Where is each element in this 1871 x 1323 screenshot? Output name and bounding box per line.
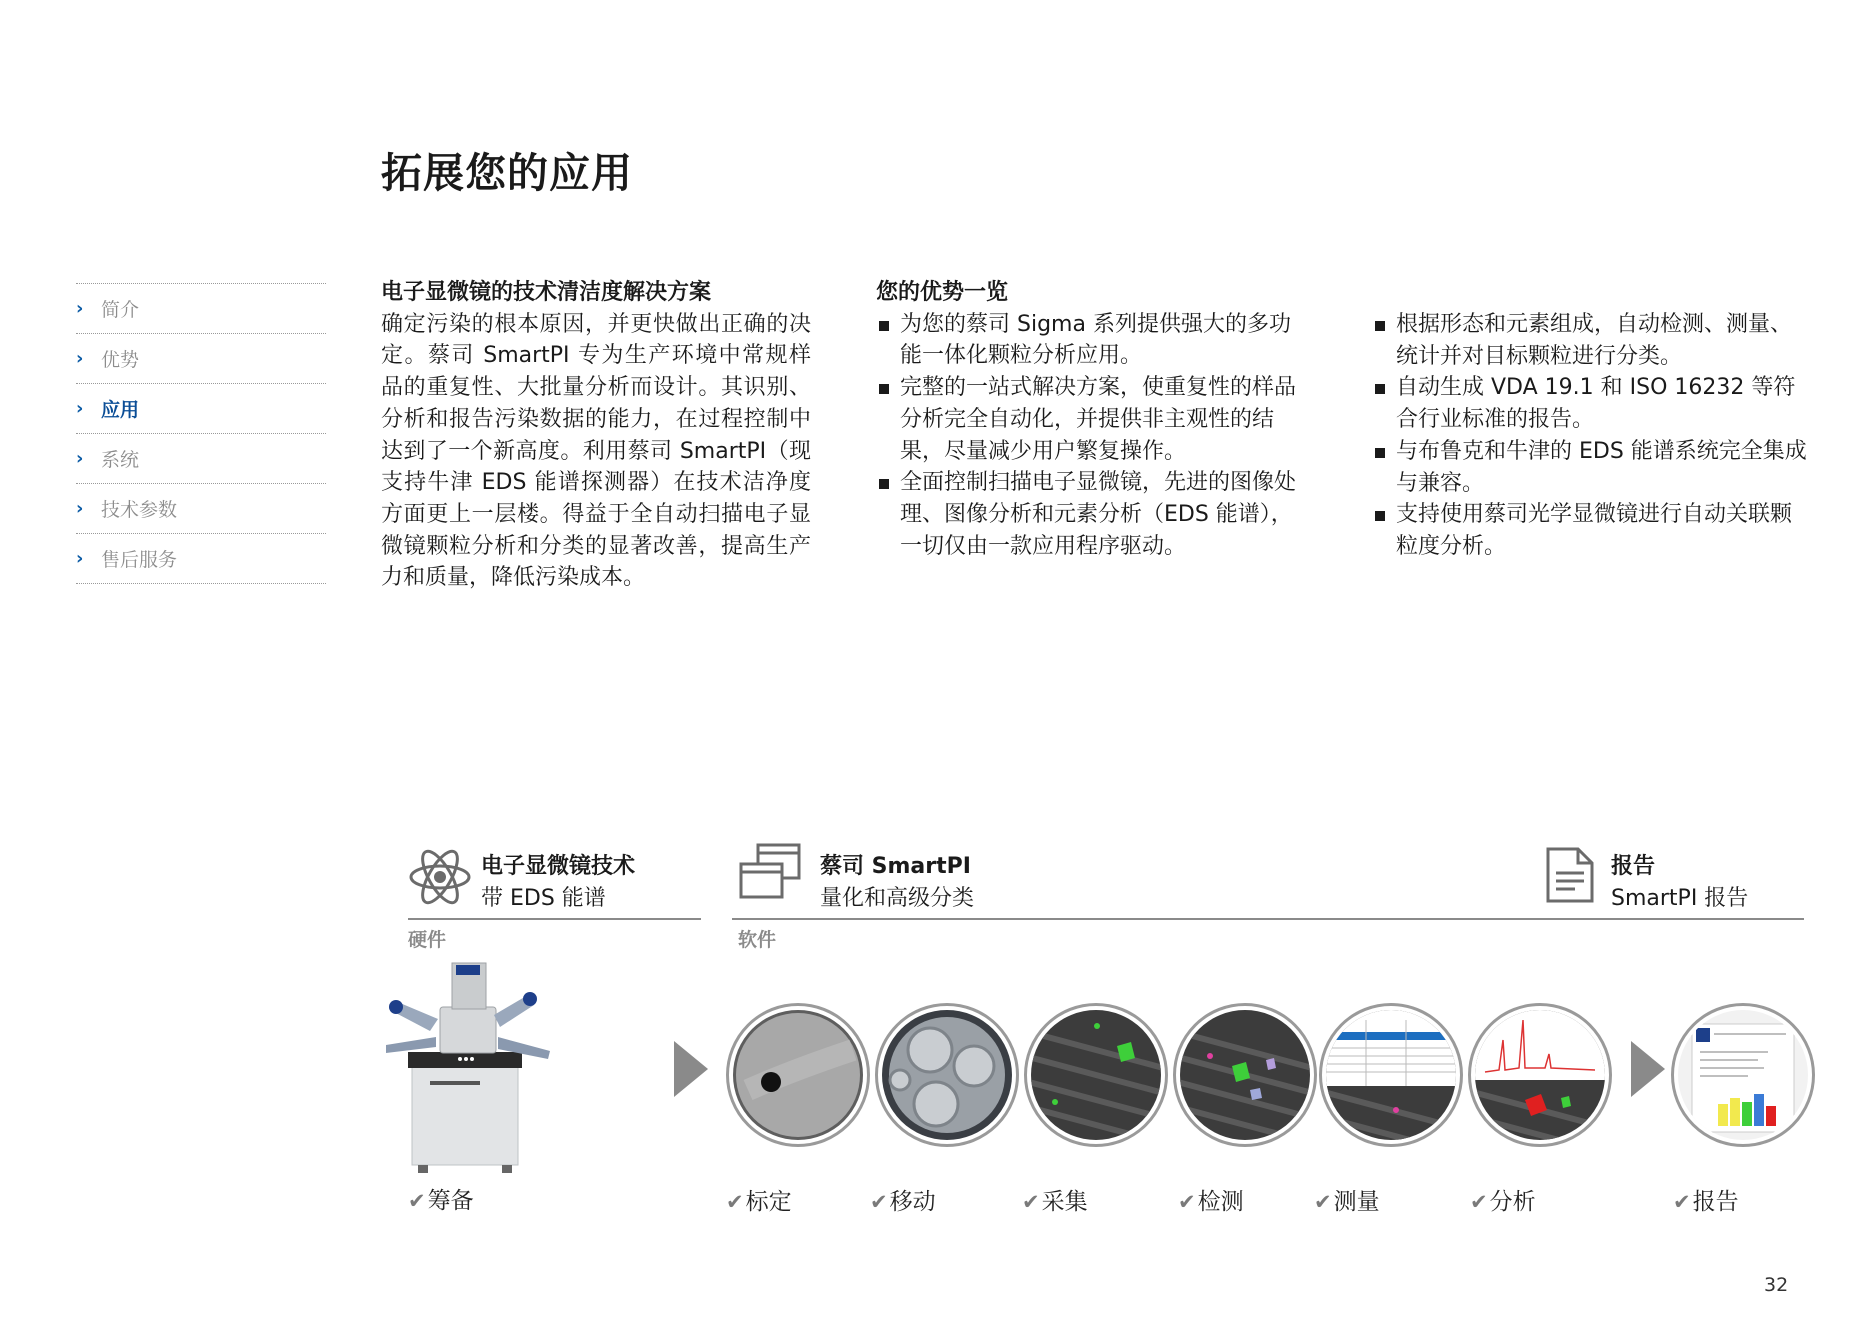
page-number: 32 <box>1764 1274 1789 1296</box>
chevron-right-icon: › <box>76 548 84 569</box>
checkmark-icon: ✔ <box>1022 1190 1040 1214</box>
step-calibrate <box>726 1183 792 1216</box>
chevron-right-icon: › <box>76 398 84 419</box>
detect-image <box>1173 1003 1317 1147</box>
checkmark-icon: ✔ <box>408 1189 426 1213</box>
sidebar-item-label: 系统 <box>101 449 140 471</box>
step-label: 分析 <box>1489 1189 1536 1215</box>
checkmark-icon: ✔ <box>1314 1190 1332 1214</box>
sidebar-item-label: 优势 <box>101 349 140 371</box>
step-label: 标定 <box>745 1189 792 1215</box>
software-category: 软件 <box>738 929 777 951</box>
sidebar-item-label: 售后服务 <box>101 549 178 571</box>
advantages-heading: 您的优势一览 <box>876 280 1009 305</box>
checkmark-icon: ✔ <box>1470 1190 1488 1214</box>
step-label: 测量 <box>1333 1189 1380 1215</box>
advantage-item: 根据形态和元素组成，自动检测、测量、统计并对目标颗粒进行分类。 <box>1372 309 1812 372</box>
intro-body: 确定污染的根本原因，并更快做出正确的决定。蔡司 SmartPI 专为生产环境中常规样品的重复性、大批量分析而设计。其识别、分析和报告污染数据的能力，在过程控制中达到了一个新高度。利用蔡司 SmartPI（现支持牛津 EDS 能谱探测器）在技术洁净度方面更上一层楼。得益于全自动扫描电子显微镜颗粒分析和分类的显著改善，提高生产力和质量，降低污染成本。 <box>381 311 811 591</box>
hardware-category: 硬件 <box>408 929 447 951</box>
atom-icon <box>408 845 472 909</box>
advantage-item: 支持使用蔡司光学显微镜进行自动关联颗粒度分析。 <box>1372 499 1812 562</box>
sidebar-nav <box>76 283 326 584</box>
checkmark-icon: ✔ <box>1673 1190 1691 1214</box>
advantage-item: 全面控制扫描电子显微镜，先进的图像处理、图像分析和元素分析（EDS 能谱），一切仅由一款应用程序驱动。 <box>876 467 1312 562</box>
checkmark-icon: ✔ <box>870 1190 888 1214</box>
step-analyze <box>1470 1183 1536 1216</box>
step-prepare <box>408 1182 474 1215</box>
advantages-column <box>876 277 1312 562</box>
chevron-right-icon: › <box>76 298 84 319</box>
measure-image <box>1319 1003 1463 1147</box>
sidebar-item-label: 技术参数 <box>101 499 178 521</box>
checkmark-icon: ✔ <box>726 1190 744 1214</box>
sidebar-item-label: 简介 <box>101 299 140 321</box>
software-subtitle: 量化和高级分类 <box>820 886 975 911</box>
report-title: 报告 <box>1611 854 1656 879</box>
sidebar-item-system[interactable] <box>76 433 326 483</box>
advantage-item: 为您的蔡司 Sigma 系列提供强大的多功能一体化颗粒分析应用。 <box>876 309 1312 372</box>
microscope-image <box>378 955 560 1177</box>
hardware-subtitle: 带 EDS 能谱 <box>481 886 606 911</box>
step-label: 采集 <box>1041 1189 1088 1215</box>
acquire-image <box>1024 1003 1168 1147</box>
step-move <box>870 1183 936 1216</box>
step-label: 移动 <box>889 1189 936 1215</box>
step-label: 筹备 <box>427 1188 474 1214</box>
step-label: 报告 <box>1692 1189 1739 1215</box>
step-detect <box>1178 1183 1244 1216</box>
chevron-right-icon: › <box>76 348 84 369</box>
step-measure <box>1314 1183 1380 1216</box>
sidebar-item-applications[interactable] <box>76 383 326 433</box>
sidebar-item-label: 应用 <box>101 399 140 421</box>
hardware-title: 电子显微镜技术 <box>481 854 636 879</box>
sidebar-item-intro[interactable] <box>76 283 326 333</box>
step-report <box>1673 1183 1739 1216</box>
advantages-column-2 <box>1372 309 1812 563</box>
sidebar-item-advantages[interactable] <box>76 333 326 383</box>
move-image <box>875 1003 1019 1147</box>
intro-heading: 电子显微镜的技术清洁度解决方案 <box>381 280 712 305</box>
sidebar-item-tech-specs[interactable] <box>76 483 326 533</box>
analyze-image <box>1468 1003 1612 1147</box>
step-label: 检测 <box>1197 1189 1244 1215</box>
software-divider <box>732 918 1804 920</box>
advantage-item: 与布鲁克和牛津的 EDS 能谱系统完全集成与兼容。 <box>1372 436 1812 499</box>
advantage-item: 完整的一站式解决方案，使重复性的样品分析完全自动化，并提供非主观性的结果，尽量减少用户繁复操作。 <box>876 372 1312 467</box>
arrow-right-icon <box>1631 1041 1665 1097</box>
chevron-right-icon: › <box>76 448 84 469</box>
checkmark-icon: ✔ <box>1178 1190 1196 1214</box>
arrow-right-icon <box>674 1041 708 1097</box>
windows-icon <box>738 842 802 902</box>
calibrate-image <box>726 1003 870 1147</box>
intro-column <box>381 277 811 594</box>
advantage-item: 自动生成 VDA 19.1 和 ISO 16232 等符合行业标准的报告。 <box>1372 372 1812 435</box>
software-title: 蔡司 SmartPI <box>820 854 971 879</box>
hardware-divider <box>408 918 701 920</box>
step-acquire <box>1022 1183 1088 1216</box>
chevron-right-icon: › <box>76 498 84 519</box>
document-icon <box>1545 846 1595 904</box>
report-subtitle: SmartPI 报告 <box>1611 886 1749 911</box>
sidebar-item-service[interactable] <box>76 533 326 584</box>
report-image <box>1671 1003 1815 1147</box>
page-title: 拓展您的应用 <box>381 149 633 197</box>
